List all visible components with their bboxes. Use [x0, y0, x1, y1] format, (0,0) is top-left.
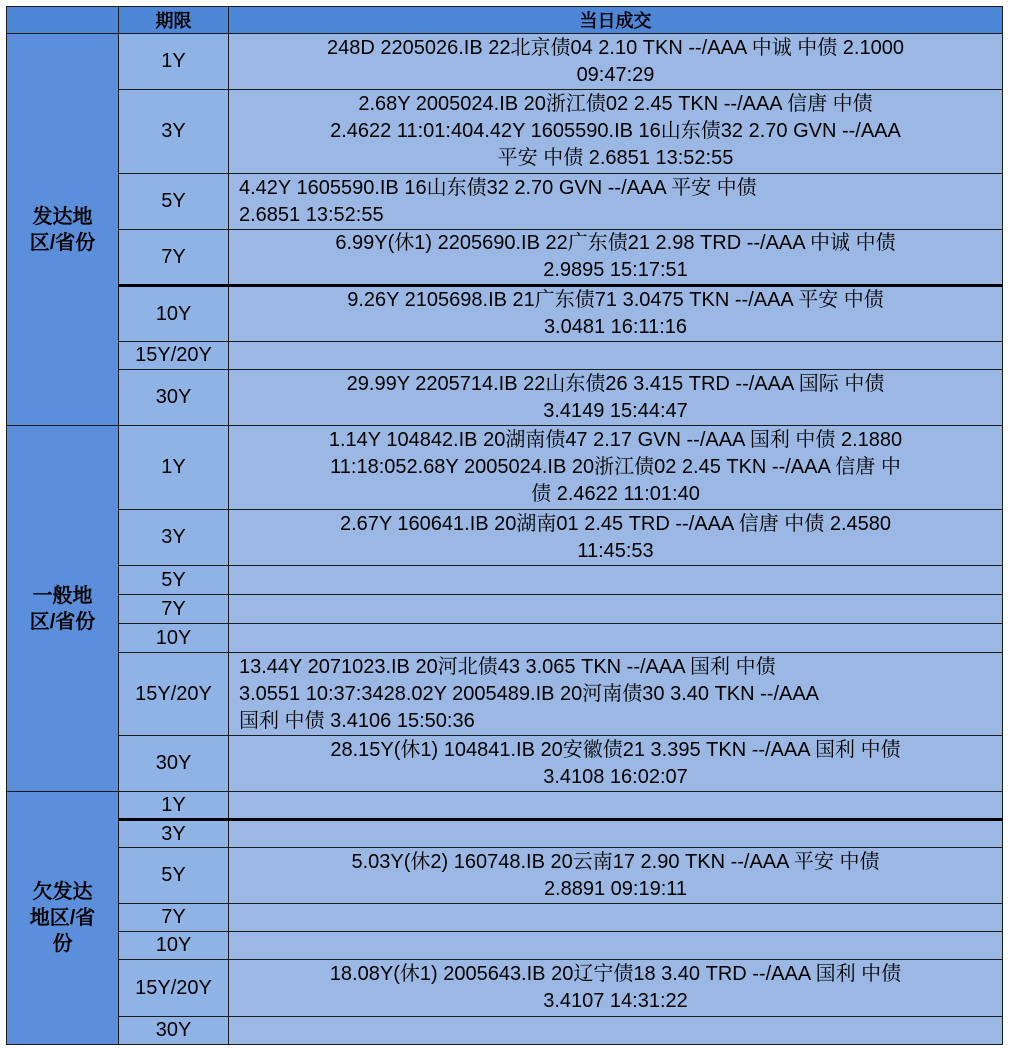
table-row	[7, 1017, 1003, 1045]
term-cell: 15Y/20Y	[119, 653, 229, 736]
table-row	[7, 848, 1003, 904]
term-cell: 30Y	[119, 370, 229, 426]
header-term: 期限	[119, 7, 229, 34]
deal-cell	[229, 792, 1003, 820]
deal-cell	[229, 1017, 1003, 1045]
term-cell: 30Y	[119, 1017, 229, 1045]
deal-cell: 28.15Y(休1) 104841.IB 20安徽债21 3.395 TKN --/AAA 国利 中债 3.4108 16:02:07	[229, 736, 1003, 792]
term-cell: 10Y	[119, 624, 229, 653]
table-row	[7, 595, 1003, 624]
deal-cell: 248D 2205026.IB 22北京债04 2.10 TKN --/AAA 中诚 中债 2.1000 09:47:29	[229, 34, 1003, 90]
term-cell: 3Y	[119, 510, 229, 566]
table-row	[7, 90, 1003, 174]
table-row	[7, 174, 1003, 230]
term-cell: 5Y	[119, 848, 229, 904]
table-row	[7, 904, 1003, 932]
deal-cell: 6.99Y(休1) 2205690.IB 22广东债21 2.98 TRD --/AAA 中诚 中债 2.9895 15:17:51	[229, 230, 1003, 286]
term-cell: 15Y/20Y	[119, 342, 229, 370]
term-cell: 7Y	[119, 230, 229, 286]
term-cell: 10Y	[119, 286, 229, 342]
term-cell: 7Y	[119, 595, 229, 624]
deal-cell	[229, 595, 1003, 624]
term-cell: 5Y	[119, 174, 229, 230]
term-cell: 7Y	[119, 904, 229, 932]
table-row	[7, 653, 1003, 736]
table-row	[7, 426, 1003, 510]
table-row	[7, 286, 1003, 342]
deal-cell: 29.99Y 2205714.IB 22山东债26 3.415 TRD --/AAA 国际 中债 3.4149 15:44:47	[229, 370, 1003, 426]
deal-cell: 2.67Y 160641.IB 20湖南01 2.45 TRD --/AAA 信唐 中债 2.4580 11:45:53	[229, 510, 1003, 566]
bond-trade-table	[6, 6, 1003, 1045]
deal-cell	[229, 566, 1003, 595]
deal-cell: 4.42Y 1605590.IB 16山东债32 2.70 GVN --/AAA 平安 中债 2.6851 13:52:55	[229, 174, 1003, 230]
table-row	[7, 370, 1003, 426]
table-row	[7, 342, 1003, 370]
term-cell: 30Y	[119, 736, 229, 792]
region-developed: 发达地 区/省份	[7, 34, 119, 426]
term-cell: 3Y	[119, 90, 229, 174]
deal-cell: 9.26Y 2105698.IB 21广东债71 3.0475 TKN --/AAA 平安 中债 3.0481 16:11:16	[229, 286, 1003, 342]
trade-table-container	[6, 6, 1003, 1045]
table-row	[7, 566, 1003, 595]
term-cell: 1Y	[119, 426, 229, 510]
header-deals: 当日成交	[229, 7, 1003, 34]
term-cell: 5Y	[119, 566, 229, 595]
table-row	[7, 736, 1003, 792]
deal-cell: 5.03Y(休2) 160748.IB 20云南17 2.90 TKN --/AAA 平安 中债 2.8891 09:19:11	[229, 848, 1003, 904]
deal-cell: 2.68Y 2005024.IB 20浙江债02 2.45 TKN --/AAA 信唐 中债 2.4622 11:01:404.42Y 1605590.IB 16山东债32 2.70 GVN --/AAA 平安 中债 2.6851 13:52:55	[229, 90, 1003, 174]
table-row	[7, 792, 1003, 820]
deal-cell: 13.44Y 2071023.IB 20河北债43 3.065 TKN --/AAA 国利 中债 3.0551 10:37:3428.02Y 2005489.IB 20河南债30 3.40 TKN --/AAA 国利 中债 3.4106 15:50:36	[229, 653, 1003, 736]
deal-cell: 1.14Y 104842.IB 20湖南债47 2.17 GVN --/AAA 国利 中债 2.1880 11:18:052.68Y 2005024.IB 20浙江债02 2.45 TKN --/AAA 信唐 中 债 2.4622 11:01:40	[229, 426, 1003, 510]
table-row	[7, 510, 1003, 566]
deal-cell	[229, 342, 1003, 370]
table-row	[7, 932, 1003, 960]
deal-cell	[229, 820, 1003, 848]
deal-cell	[229, 624, 1003, 653]
deal-cell	[229, 932, 1003, 960]
term-cell: 1Y	[119, 792, 229, 820]
table-row	[7, 34, 1003, 90]
table-row	[7, 624, 1003, 653]
header-blank-cell	[7, 7, 119, 34]
table-row	[7, 820, 1003, 848]
table-row	[7, 230, 1003, 286]
region-general: 一般地 区/省份	[7, 426, 119, 792]
term-cell: 15Y/20Y	[119, 960, 229, 1017]
deal-cell	[229, 904, 1003, 932]
deal-cell: 18.08Y(休1) 2005643.IB 20辽宁债18 3.40 TRD --/AAA 国利 中债 3.4107 14:31:22	[229, 960, 1003, 1017]
term-cell: 10Y	[119, 932, 229, 960]
table-row	[7, 960, 1003, 1017]
header-row	[7, 7, 1003, 34]
term-cell: 1Y	[119, 34, 229, 90]
region-underdeveloped: 欠发达 地区/省 份	[7, 792, 119, 1045]
term-cell: 3Y	[119, 820, 229, 848]
